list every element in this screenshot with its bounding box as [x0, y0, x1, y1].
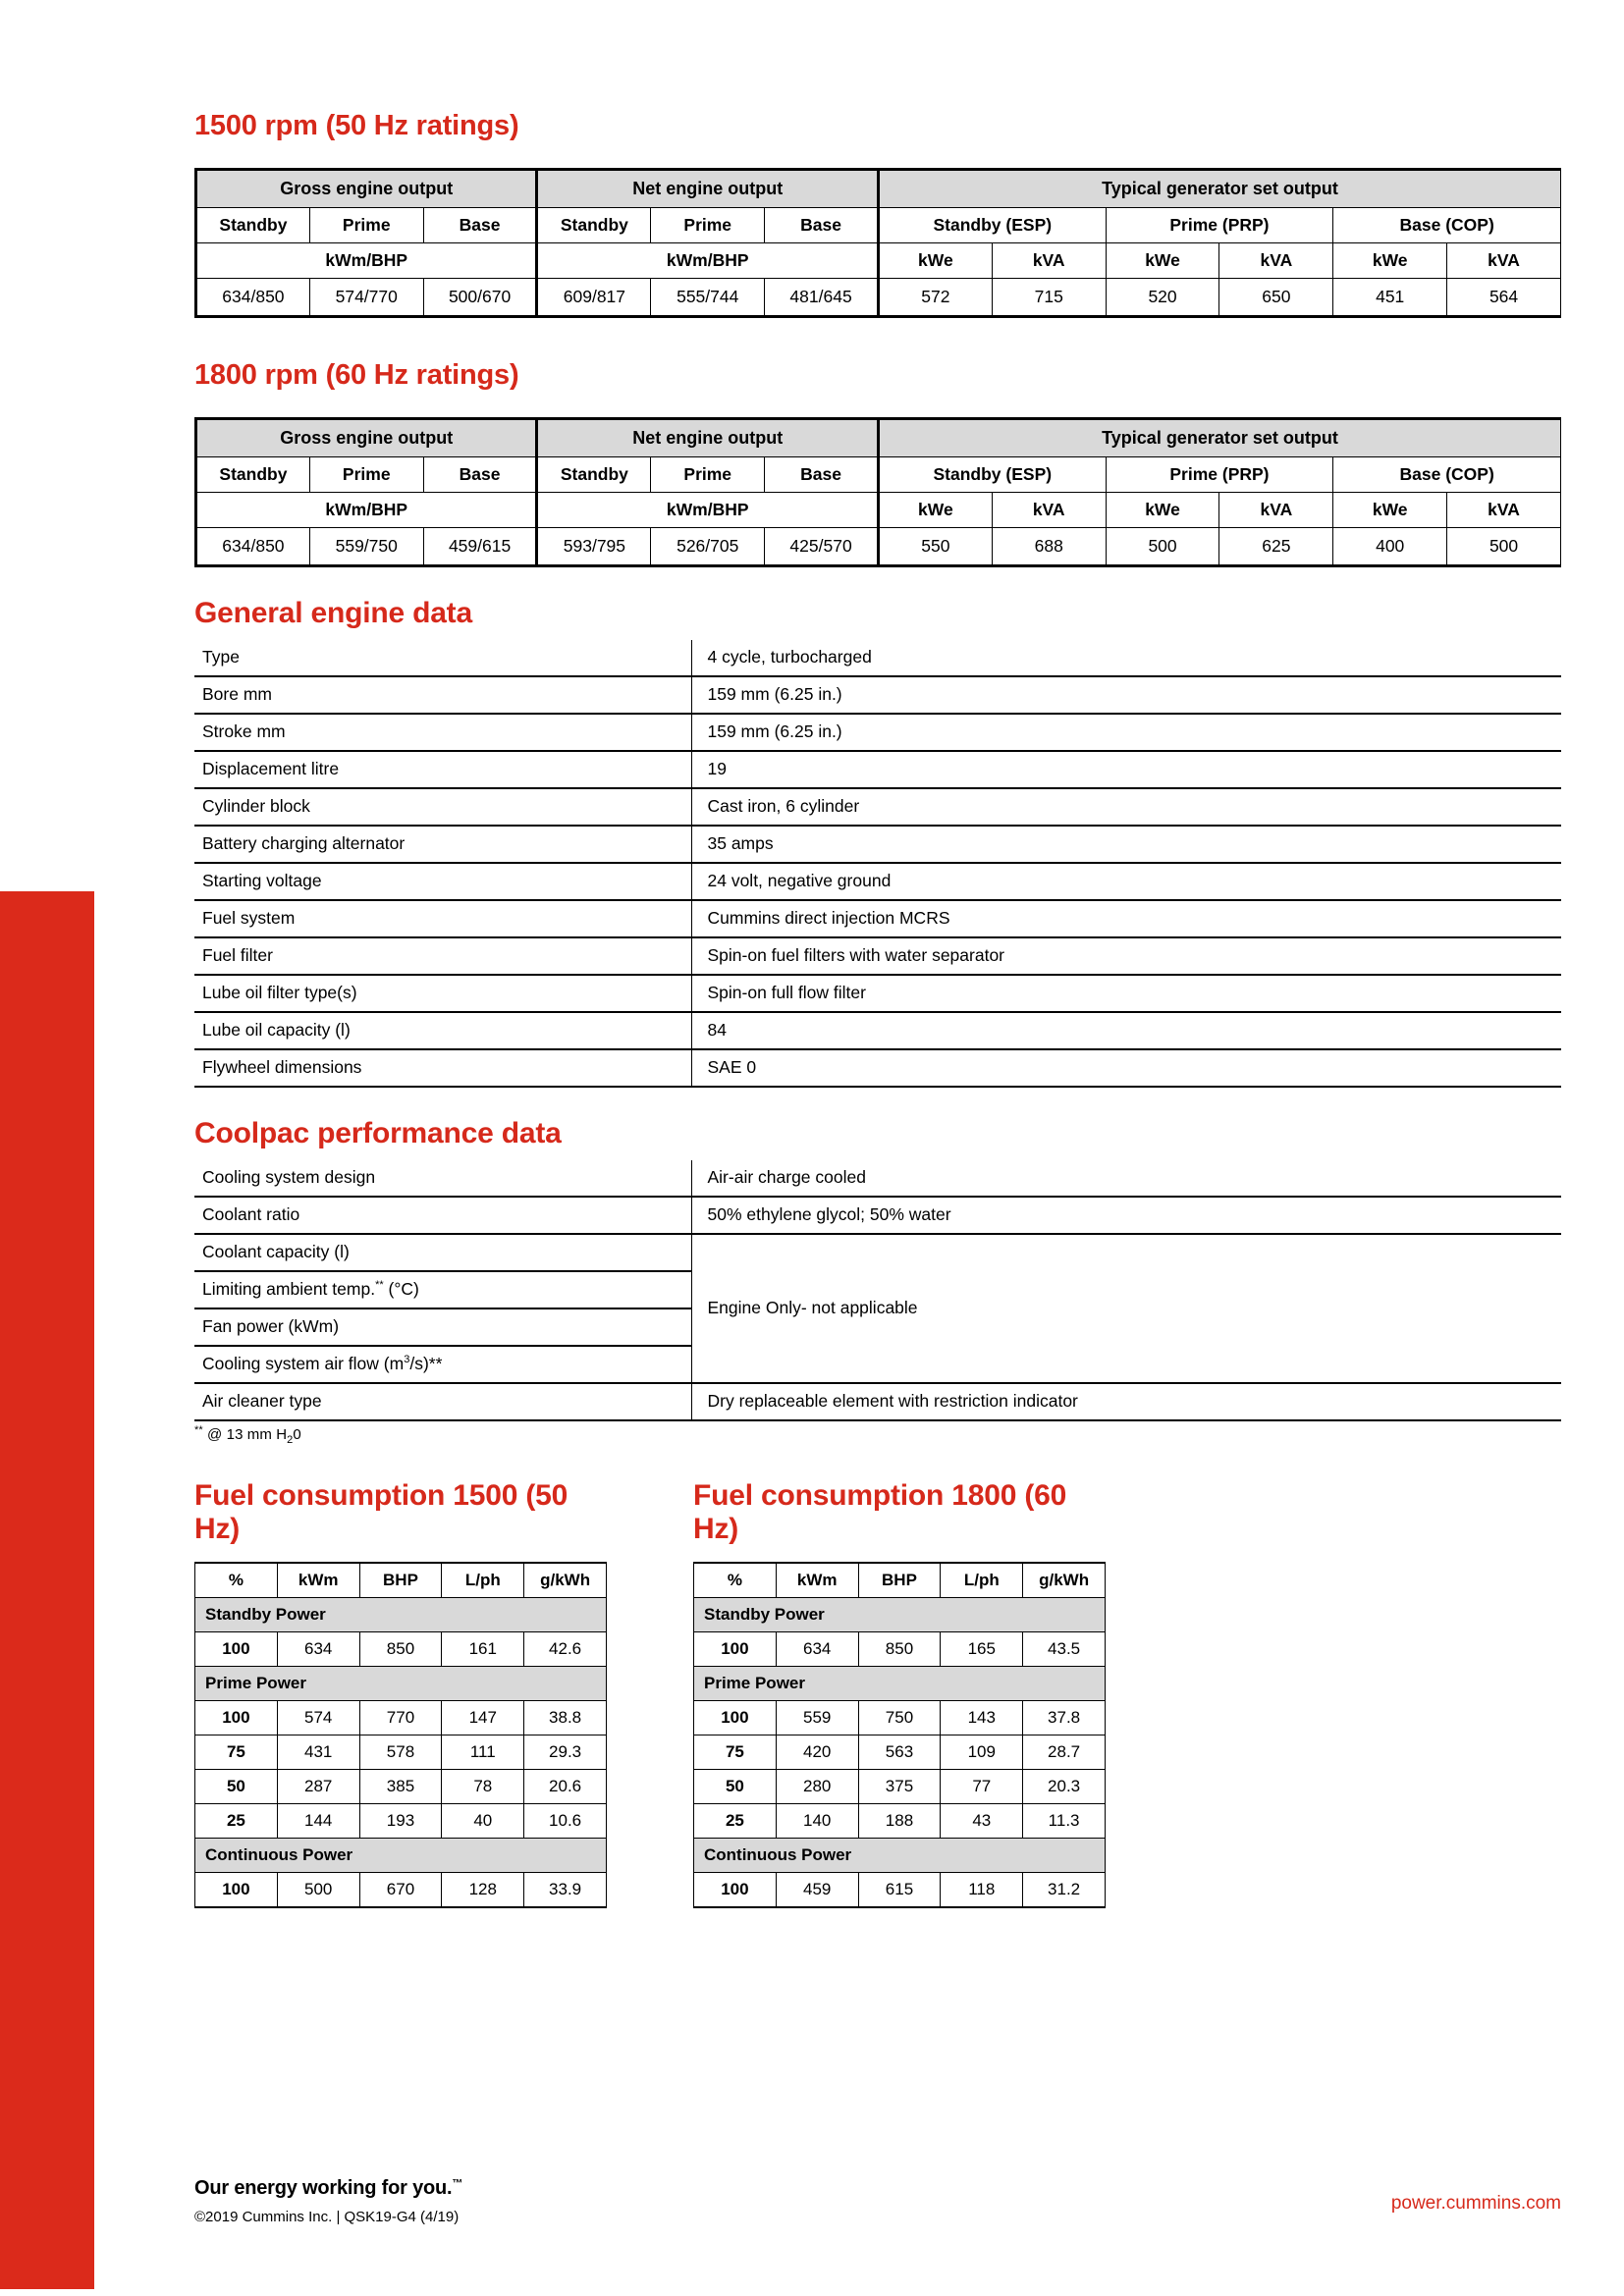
fuel-cell-gkwh: 37.8 [1023, 1701, 1106, 1735]
table-row [195, 1770, 607, 1804]
fuel-consumption-50hz-column [194, 1479, 607, 1908]
spec-value: 159 mm (6.25 in.) [691, 714, 1561, 751]
fuel-group-continuous-power: Continuous Power [694, 1839, 1106, 1873]
air-flow-text-post: /s)** [409, 1354, 443, 1373]
fuel-cell-pct: 100 [195, 1632, 278, 1667]
spec-value: 4 cycle, turbocharged [691, 640, 1561, 676]
table-row [195, 1632, 607, 1667]
fuel-col-header-lph: L/ph [941, 1563, 1023, 1598]
unit-esp-kwe: kWe [878, 243, 992, 279]
fuel-cell-lph: 78 [442, 1770, 524, 1804]
table-row [194, 1234, 1561, 1271]
cell-prp-kwe: 500 [1106, 528, 1219, 566]
fuel-cell-pct: 100 [694, 1873, 777, 1908]
group-header-net: Net engine output [537, 419, 878, 457]
general-engine-data-table [194, 640, 1561, 1088]
fuel-cell-lph: 165 [941, 1632, 1023, 1667]
table-row [194, 1012, 1561, 1049]
fuel-cell-lph: 111 [442, 1735, 524, 1770]
fuel-cell-gkwh: 20.3 [1023, 1770, 1106, 1804]
fuel-cell-kwm: 634 [277, 1632, 359, 1667]
footnote-subscript: 2 [287, 1434, 294, 1446]
table-row [694, 1873, 1106, 1908]
fuel-cell-lph: 77 [941, 1770, 1023, 1804]
fuel-cell-bhp: 188 [858, 1804, 941, 1839]
cell-cop-kva: 564 [1447, 279, 1561, 317]
coolpac-value-air-cleaner-type: Dry replaceable element with restriction indicator [691, 1383, 1561, 1420]
fuel-cell-kwm: 459 [776, 1873, 858, 1908]
spec-label: Cylinder block [194, 788, 691, 826]
fuel-cell-pct: 100 [195, 1873, 278, 1908]
table-row [195, 1804, 607, 1839]
table-row [195, 1873, 607, 1908]
fuel-cell-kwm: 559 [776, 1701, 858, 1735]
table-row [194, 900, 1561, 937]
spec-label: Bore mm [194, 676, 691, 714]
unit-prp-kwe: kWe [1106, 493, 1219, 528]
fuel-cell-kwm: 287 [277, 1770, 359, 1804]
col-header-esp: Standby (ESP) [878, 457, 1106, 493]
ratings-table-50hz [194, 168, 1561, 318]
fuel-cell-gkwh: 28.7 [1023, 1735, 1106, 1770]
coolpac-footnote [194, 1424, 1561, 1446]
fuel-cell-pct: 100 [694, 1701, 777, 1735]
spec-label: Fuel system [194, 900, 691, 937]
footnote-text-pre: @ 13 mm H [202, 1426, 288, 1443]
unit-cop-kwe: kWe [1333, 243, 1447, 279]
cell-net-prime: 526/705 [651, 528, 765, 566]
page-footer [194, 2177, 1561, 2225]
unit-esp-kva: kVA [992, 243, 1106, 279]
heading-fuel-consumption-50hz: Fuel consumption 1500 (50 Hz) [194, 1479, 568, 1545]
fuel-cell-bhp: 563 [858, 1735, 941, 1770]
table-row [194, 640, 1561, 676]
spec-label: Lube oil filter type(s) [194, 975, 691, 1012]
cell-gross-base: 500/670 [423, 279, 537, 317]
fuel-cell-lph: 109 [941, 1735, 1023, 1770]
col-header-net-standby: Standby [537, 457, 651, 493]
cell-gross-base: 459/615 [423, 528, 537, 566]
website-url[interactable]: power.cummins.com [1390, 2193, 1561, 2214]
table-row [694, 1563, 1106, 1598]
spec-value: Cast iron, 6 cylinder [691, 788, 1561, 826]
fuel-cell-pct: 100 [694, 1632, 777, 1667]
fuel-cell-bhp: 750 [858, 1701, 941, 1735]
fuel-cell-bhp: 850 [858, 1632, 941, 1667]
table-row [195, 1701, 607, 1735]
fuel-cell-kwm: 144 [277, 1804, 359, 1839]
coolpac-label-cooling-system-air-flow [194, 1346, 691, 1383]
unit-net-kwm-bhp: kWm/BHP [537, 493, 878, 528]
unit-cop-kva: kVA [1447, 493, 1561, 528]
col-header-net-base: Base [765, 208, 879, 243]
group-header-gross: Gross engine output [196, 170, 537, 208]
cell-esp-kva: 715 [992, 279, 1106, 317]
col-header-esp: Standby (ESP) [878, 208, 1106, 243]
fuel-consumption-60hz-column [693, 1479, 1106, 1908]
spec-value: SAE 0 [691, 1049, 1561, 1087]
fuel-cell-pct: 75 [195, 1735, 278, 1770]
col-header-cop: Base (COP) [1333, 208, 1561, 243]
footnote-marker: ** [194, 1424, 203, 1436]
cell-net-prime: 555/744 [651, 279, 765, 317]
col-header-gross-base: Base [423, 457, 537, 493]
fuel-col-header-gkwh: g/kWh [1023, 1563, 1106, 1598]
table-row [694, 1839, 1106, 1873]
table-row [196, 457, 1561, 493]
coolpac-label-coolant-capacity: Coolant capacity (l) [194, 1234, 691, 1271]
fuel-col-header-bhp: BHP [359, 1563, 442, 1598]
col-header-net-prime: Prime [651, 457, 765, 493]
fuel-cell-gkwh: 10.6 [524, 1804, 607, 1839]
left-red-accent-bar [0, 891, 94, 2289]
cell-esp-kwe: 550 [878, 528, 992, 566]
spec-label: Type [194, 640, 691, 676]
cell-esp-kva: 688 [992, 528, 1106, 566]
coolpac-value-cooling-system-design: Air-air charge cooled [691, 1160, 1561, 1197]
cell-gross-standby: 634/850 [196, 279, 310, 317]
fuel-cell-gkwh: 20.6 [524, 1770, 607, 1804]
cell-net-base: 481/645 [765, 279, 879, 317]
unit-net-kwm-bhp: kWm/BHP [537, 243, 878, 279]
spec-value: 35 amps [691, 826, 1561, 863]
coolpac-performance-data-table [194, 1160, 1561, 1421]
col-header-prp: Prime (PRP) [1106, 457, 1333, 493]
table-row [694, 1770, 1106, 1804]
table-row [694, 1598, 1106, 1632]
table-row [194, 1383, 1561, 1420]
fuel-cell-kwm: 574 [277, 1701, 359, 1735]
group-header-gross: Gross engine output [196, 419, 537, 457]
unit-cop-kva: kVA [1447, 243, 1561, 279]
fuel-cell-gkwh: 43.5 [1023, 1632, 1106, 1667]
col-header-prp: Prime (PRP) [1106, 208, 1333, 243]
cell-net-standby: 609/817 [537, 279, 651, 317]
spec-value: Spin-on full flow filter [691, 975, 1561, 1012]
fuel-col-header-kwm: kWm [277, 1563, 359, 1598]
air-flow-text-pre: Cooling system air flow (m [202, 1354, 405, 1373]
group-header-net: Net engine output [537, 170, 878, 208]
table-row [194, 937, 1561, 975]
fuel-cell-bhp: 615 [858, 1873, 941, 1908]
fuel-cell-kwm: 431 [277, 1735, 359, 1770]
fuel-cell-pct: 25 [195, 1804, 278, 1839]
table-row [195, 1598, 607, 1632]
table-row [194, 676, 1561, 714]
heading-coolpac-performance-data: Coolpac performance data [194, 1117, 562, 1149]
table-row [194, 1197, 1561, 1234]
fuel-cell-bhp: 578 [359, 1735, 442, 1770]
group-header-genset: Typical generator set output [878, 170, 1560, 208]
table-row [694, 1667, 1106, 1701]
table-row [195, 1563, 607, 1598]
coolpac-label-air-cleaner-type: Air cleaner type [194, 1383, 691, 1420]
fuel-cell-bhp: 670 [359, 1873, 442, 1908]
fuel-cell-bhp: 385 [359, 1770, 442, 1804]
copyright-line: ©2019 Cummins Inc. | QSK19-G4 (4/19) [194, 2209, 460, 2225]
brand-tagline [194, 2177, 462, 2200]
spec-label: Stroke mm [194, 714, 691, 751]
table-row [694, 1804, 1106, 1839]
unit-gross-kwm-bhp: kWm/BHP [196, 243, 537, 279]
table-row [694, 1735, 1106, 1770]
spec-value: 159 mm (6.25 in.) [691, 676, 1561, 714]
footnote-text-post: 0 [293, 1426, 301, 1443]
trademark-symbol: ™ [452, 2177, 463, 2190]
spec-label: Lube oil capacity (l) [194, 1012, 691, 1049]
col-header-gross-prime: Prime [309, 208, 423, 243]
cell-gross-prime: 574/770 [309, 279, 423, 317]
fuel-cell-kwm: 634 [776, 1632, 858, 1667]
cell-net-base: 425/570 [765, 528, 879, 566]
cell-net-standby: 593/795 [537, 528, 651, 566]
ratings-table-60hz [194, 417, 1561, 567]
cell-prp-kva: 650 [1219, 279, 1333, 317]
fuel-cell-gkwh: 31.2 [1023, 1873, 1106, 1908]
fuel-group-standby-power: Standby Power [694, 1598, 1106, 1632]
fuel-cell-lph: 147 [442, 1701, 524, 1735]
table-row [194, 975, 1561, 1012]
fuel-cell-bhp: 850 [359, 1632, 442, 1667]
fuel-cell-pct: 25 [694, 1804, 777, 1839]
fuel-cell-pct: 75 [694, 1735, 777, 1770]
fuel-col-header-kwm: kWm [776, 1563, 858, 1598]
coolpac-label-fan-power: Fan power (kWm) [194, 1308, 691, 1346]
col-header-cop: Base (COP) [1333, 457, 1561, 493]
fuel-col-header-pct: % [195, 1563, 278, 1598]
col-header-gross-prime: Prime [309, 457, 423, 493]
fuel-cell-pct: 50 [195, 1770, 278, 1804]
footer-left-block [194, 2177, 462, 2225]
fuel-group-prime-power: Prime Power [694, 1667, 1106, 1701]
spec-value: Cummins direct injection MCRS [691, 900, 1561, 937]
spec-label: Fuel filter [194, 937, 691, 975]
fuel-col-header-pct: % [694, 1563, 777, 1598]
heading-1800rpm-60hz: 1800 rpm (60 Hz ratings) [194, 359, 519, 391]
limiting-ambient-text-post: (°C) [383, 1279, 419, 1299]
spec-value: 19 [691, 751, 1561, 788]
table-row [194, 863, 1561, 900]
table-row [196, 243, 1561, 279]
spec-value: 84 [691, 1012, 1561, 1049]
fuel-cell-pct: 50 [694, 1770, 777, 1804]
table-row [195, 1735, 607, 1770]
fuel-cell-kwm: 280 [776, 1770, 858, 1804]
fuel-cell-kwm: 140 [776, 1804, 858, 1839]
table-row [196, 493, 1561, 528]
unit-cop-kwe: kWe [1333, 493, 1447, 528]
coolpac-label-limiting-ambient-temp [194, 1271, 691, 1308]
table-row [196, 279, 1561, 317]
spec-label: Battery charging alternator [194, 826, 691, 863]
spec-label: Flywheel dimensions [194, 1049, 691, 1087]
fuel-cell-lph: 40 [442, 1804, 524, 1839]
unit-prp-kva: kVA [1219, 243, 1333, 279]
fuel-cell-lph: 118 [941, 1873, 1023, 1908]
unit-gross-kwm-bhp: kWm/BHP [196, 493, 537, 528]
fuel-col-header-lph: L/ph [442, 1563, 524, 1598]
unit-esp-kva: kVA [992, 493, 1106, 528]
col-header-gross-base: Base [423, 208, 537, 243]
fuel-cell-bhp: 375 [858, 1770, 941, 1804]
fuel-cell-lph: 128 [442, 1873, 524, 1908]
fuel-cell-lph: 161 [442, 1632, 524, 1667]
spec-value: Spin-on fuel filters with water separator [691, 937, 1561, 975]
table-row [194, 826, 1561, 863]
fuel-cell-gkwh: 33.9 [524, 1873, 607, 1908]
fuel-cell-gkwh: 38.8 [524, 1701, 607, 1735]
table-row [196, 419, 1561, 457]
fuel-cell-bhp: 770 [359, 1701, 442, 1735]
table-row [194, 788, 1561, 826]
fuel-consumption-table-50hz [194, 1562, 607, 1908]
group-header-genset: Typical generator set output [878, 419, 1560, 457]
table-row [694, 1701, 1106, 1735]
cell-cop-kwe: 451 [1333, 279, 1447, 317]
page-content [194, 0, 1561, 1908]
table-row [194, 751, 1561, 788]
coolpac-label-coolant-ratio: Coolant ratio [194, 1197, 691, 1234]
table-row [196, 208, 1561, 243]
cell-cop-kva: 500 [1447, 528, 1561, 566]
spec-label: Starting voltage [194, 863, 691, 900]
cell-prp-kwe: 520 [1106, 279, 1219, 317]
col-header-net-prime: Prime [651, 208, 765, 243]
fuel-group-standby-power: Standby Power [195, 1598, 607, 1632]
fuel-cell-lph: 143 [941, 1701, 1023, 1735]
col-header-net-standby: Standby [537, 208, 651, 243]
table-row [196, 170, 1561, 208]
limiting-ambient-footnote-marker: ** [375, 1279, 384, 1292]
unit-esp-kwe: kWe [878, 493, 992, 528]
cell-cop-kwe: 400 [1333, 528, 1447, 566]
table-row [196, 528, 1561, 566]
spec-label: Displacement litre [194, 751, 691, 788]
cell-gross-standby: 634/850 [196, 528, 310, 566]
heading-fuel-consumption-60hz: Fuel consumption 1800 (60 Hz) [693, 1479, 1067, 1545]
cell-prp-kva: 625 [1219, 528, 1333, 566]
fuel-consumption-section [194, 1479, 1561, 1908]
spec-value: 24 volt, negative ground [691, 863, 1561, 900]
cell-esp-kwe: 572 [878, 279, 992, 317]
unit-prp-kwe: kWe [1106, 243, 1219, 279]
fuel-consumption-table-60hz [693, 1562, 1106, 1908]
table-row [694, 1632, 1106, 1667]
fuel-cell-gkwh: 11.3 [1023, 1804, 1106, 1839]
fuel-cell-gkwh: 42.6 [524, 1632, 607, 1667]
unit-prp-kva: kVA [1219, 493, 1333, 528]
fuel-cell-bhp: 193 [359, 1804, 442, 1839]
heading-1500rpm-50hz: 1500 rpm (50 Hz ratings) [194, 110, 519, 141]
heading-general-engine-data: General engine data [194, 597, 472, 629]
table-row [195, 1839, 607, 1873]
table-row [194, 714, 1561, 751]
fuel-col-header-bhp: BHP [858, 1563, 941, 1598]
cell-gross-prime: 559/750 [309, 528, 423, 566]
fuel-cell-kwm: 420 [776, 1735, 858, 1770]
coolpac-label-cooling-system-design: Cooling system design [194, 1160, 691, 1197]
brand-tagline-text: Our energy working for you. [194, 2177, 453, 2199]
col-header-net-base: Base [765, 457, 879, 493]
limiting-ambient-text-pre: Limiting ambient temp. [202, 1279, 376, 1299]
air-flow-exponent: 3 [404, 1354, 410, 1366]
coolpac-value-engine-only-not-applicable: Engine Only- not applicable [691, 1234, 1561, 1383]
fuel-cell-kwm: 500 [277, 1873, 359, 1908]
table-row [195, 1667, 607, 1701]
fuel-cell-lph: 43 [941, 1804, 1023, 1839]
table-row [194, 1160, 1561, 1197]
fuel-group-continuous-power: Continuous Power [195, 1839, 607, 1873]
table-row [194, 1049, 1561, 1087]
col-header-gross-standby: Standby [196, 457, 310, 493]
fuel-cell-pct: 100 [195, 1701, 278, 1735]
coolpac-value-coolant-ratio: 50% ethylene glycol; 50% water [691, 1197, 1561, 1234]
fuel-cell-gkwh: 29.3 [524, 1735, 607, 1770]
fuel-group-prime-power: Prime Power [195, 1667, 607, 1701]
col-header-gross-standby: Standby [196, 208, 310, 243]
fuel-col-header-gkwh: g/kWh [524, 1563, 607, 1598]
